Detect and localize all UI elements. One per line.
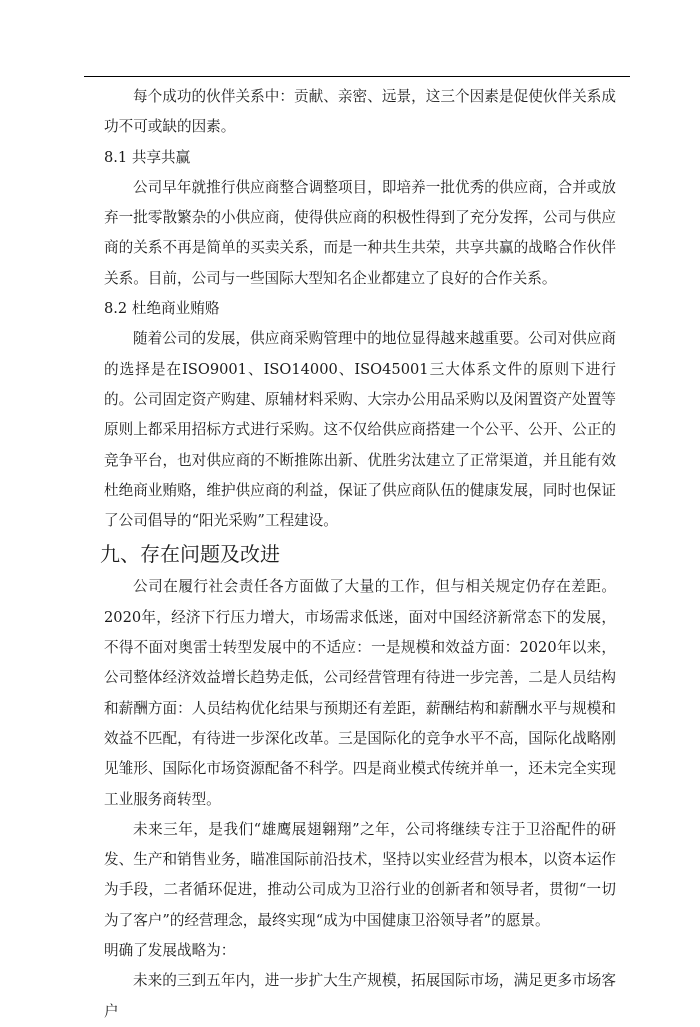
document-body: [100, 82, 616, 1027]
paragraph-win-win: 公司早年就推行供应商整合调整项目，即培养一批优秀的供应商，合并或放弃一批零散繁杂的小供应商，使得供应商的积极性得到了充分发挥，公司与供应商的关系不再是简单的买卖关系，而是一种共生共荣，共享共赢的战略合作伙伴关系。目前，公司与一些国际大型知名企业都建立了良好的合作关系。: [104, 178, 616, 287]
chapter-heading-9: 九、存在问题及改进: [100, 542, 280, 567]
paragraph-future-plan: 未来三年，是我们“雄鹰展翅翱翔”之年，公司将继续专注于卫浴配件的研发、生产和销售业务，瞄准国际前沿技术，坚持以实业经营为根本，以资本运作为手段，二者循环促进，推动公司成为卫浴行业的创新者和领导者，贯彻“一切为了客户”的经营理念，最终实现“成为中国健康卫浴领导者”的愿景。: [104, 820, 616, 929]
section-heading-8-2: 8.2 杜绝商业贿赂: [104, 300, 220, 318]
paragraph-strategy: 未来的三到五年内，进一步扩大生产规模，拓展国际市场，满足更多市场客户: [104, 972, 616, 1020]
header-rule: [84, 76, 630, 77]
paragraph-anti-bribery: 随着公司的发展，供应商采购管理中的地位显得越来越重要。公司对供应商的选择是在ISO9001、ISO14000、ISO45001三大体系文件的原则下进行的。公司固定资产购建、原辅材料采购、大宗办公用品采购以及闲置资产处置等原则上都采用招标方式进行采购。这不仅给供应商搭建一个公平、公开、公正的竞争平台，也对供应商的不断推陈出新、优胜劣汰建立了正常渠道，并且能有效杜绝商业贿赂，维护供应商的利益，保证了供应商队伍的健康发展，同时也保证了公司倡导的“阳光采购”工程建设。: [104, 330, 616, 530]
paragraph-problems: 公司在履行社会责任各方面做了大量的工作，但与相关规定仍存在差距。2020年，经济下行压力增大，市场需求低迷，面对中国经济新常态下的发展，不得不面对奥雷士转型发展中的不适应：一是规模和效益方面：2020年以来，公司整体经济效益增长趋势走低，公司经营管理有待进一步完善，二是人员结构和薪酬方面：人员结构优化结果与预期还有差距，薪酬结构和薪酬水平与规模和效益不匹配，有待进一步深化改革。三是国际化的竞争水平不高，国际化战略刚见雏形、国际化市场资源配备不科学。四是商业模式传统并单一，还未完全实现工业服务商转型。: [104, 578, 616, 808]
paragraph-strategy-intro: 明确了发展战略为：: [104, 942, 236, 960]
paragraph-partnership-factors: 每个成功的伙伴关系中：贡献、亲密、远景，这三个因素是促使伙伴关系成功不可或缺的因素。: [104, 88, 616, 136]
section-heading-8-1: 8.1 共享共赢: [104, 148, 191, 166]
